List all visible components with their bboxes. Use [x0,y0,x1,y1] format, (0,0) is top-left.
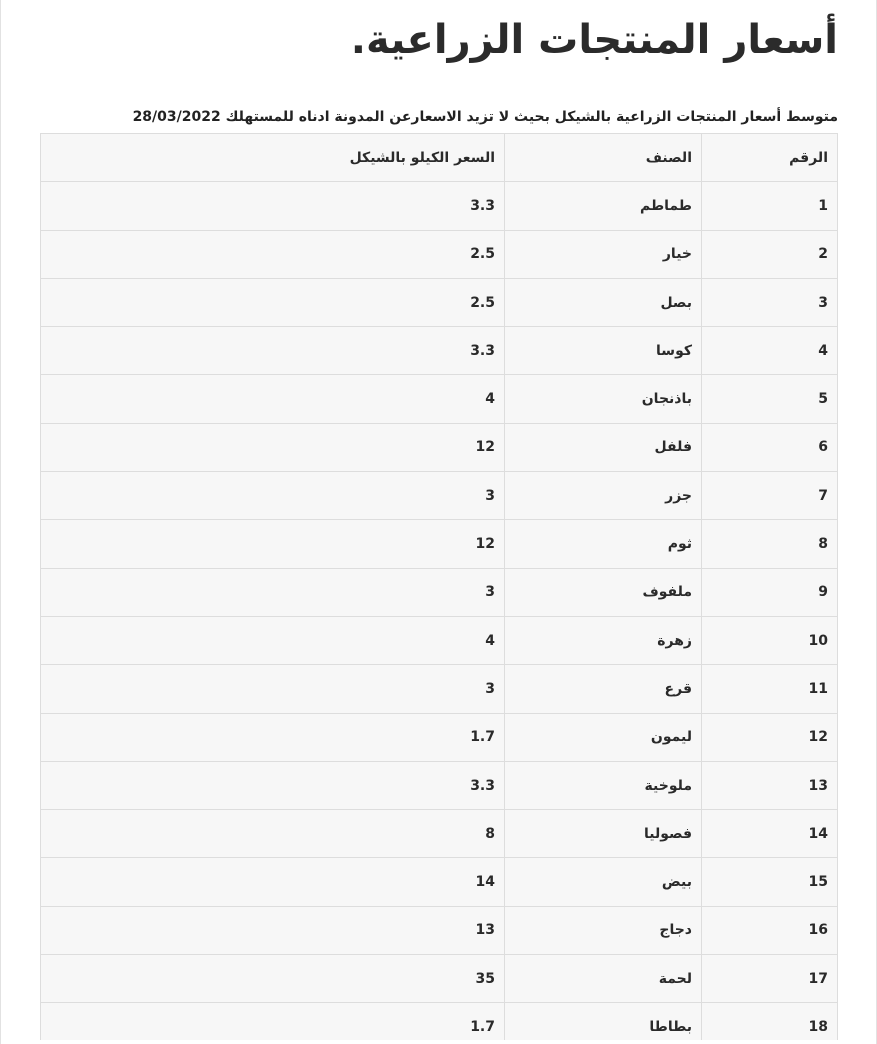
cell-item: زهرة [505,616,702,664]
table-row [41,472,838,520]
table-row [41,327,838,375]
cell-number: 7 [702,472,838,520]
cell-price: 35 [41,955,505,1003]
cell-item: كوسا [505,327,702,375]
cell-price: 1.7 [41,713,505,761]
cell-price: 4 [41,375,505,423]
cell-price: 3.3 [41,761,505,809]
cell-number: 16 [702,906,838,954]
cell-price: 2.5 [41,230,505,278]
cell-price: 8 [41,810,505,858]
cell-price: 3.3 [41,327,505,375]
cell-price: 4 [41,616,505,664]
cell-price: 13 [41,906,505,954]
cell-number: 11 [702,665,838,713]
cell-number: 12 [702,713,838,761]
header-price: السعر الكيلو بالشيكل [41,134,505,182]
cell-item: ملفوف [505,568,702,616]
table-row [41,906,838,954]
cell-number: 1 [702,182,838,230]
cell-number: 10 [702,616,838,664]
cell-number: 6 [702,423,838,471]
cell-item: دجاج [505,906,702,954]
table-row [41,761,838,809]
cell-item: بيض [505,858,702,906]
cell-number: 13 [702,761,838,809]
cell-item: جزر [505,472,702,520]
table-row [41,278,838,326]
cell-price: 12 [41,520,505,568]
table-row [41,810,838,858]
cell-item: بصل [505,278,702,326]
table-row [41,616,838,664]
price-table [40,133,838,1044]
cell-item: فصوليا [505,810,702,858]
cell-item: ثوم [505,520,702,568]
header-number: الرقم [702,134,838,182]
table-row [41,858,838,906]
cell-price: 3 [41,665,505,713]
cell-price: 3.3 [41,182,505,230]
cell-item: قرع [505,665,702,713]
cell-item: فلفل [505,423,702,471]
cell-item: باذنجان [505,375,702,423]
cell-price: 12 [41,423,505,471]
table-row [41,423,838,471]
cell-number: 14 [702,810,838,858]
table-row [41,520,838,568]
cell-price: 3 [41,472,505,520]
cell-item: خيار [505,230,702,278]
table-row [41,230,838,278]
table-row [41,955,838,1003]
cell-number: 9 [702,568,838,616]
page-bottom-edge [1,1040,876,1044]
cell-price: 3 [41,568,505,616]
cell-number: 8 [702,520,838,568]
header-item: الصنف [505,134,702,182]
table-row [41,1003,838,1044]
page-subtitle: متوسط أسعار المنتجات الزراعية بالشيكل بحيث لا تزيد الاسعارعن المدونة ادناه للمستهلك 28/03/2022 [132,109,838,125]
price-table-container [41,133,838,1044]
table-row [41,375,838,423]
table-row [41,182,838,230]
cell-number: 2 [702,230,838,278]
cell-number: 17 [702,955,838,1003]
cell-item: ملوخية [505,761,702,809]
cell-number: 15 [702,858,838,906]
cell-number: 18 [702,1003,838,1044]
cell-price: 2.5 [41,278,505,326]
cell-item: ليمون [505,713,702,761]
cell-number: 5 [702,375,838,423]
table-row [41,665,838,713]
cell-price: 1.7 [41,1003,505,1044]
table-header-row [41,134,838,182]
cell-item: لحمة [505,955,702,1003]
cell-item: طماطم [505,182,702,230]
cell-number: 3 [702,278,838,326]
cell-price: 14 [41,858,505,906]
table-row [41,568,838,616]
cell-number: 4 [702,327,838,375]
cell-item: بطاطا [505,1003,702,1044]
table-row [41,713,838,761]
page-title: أسعار المنتجات الزراعية. [350,17,838,63]
